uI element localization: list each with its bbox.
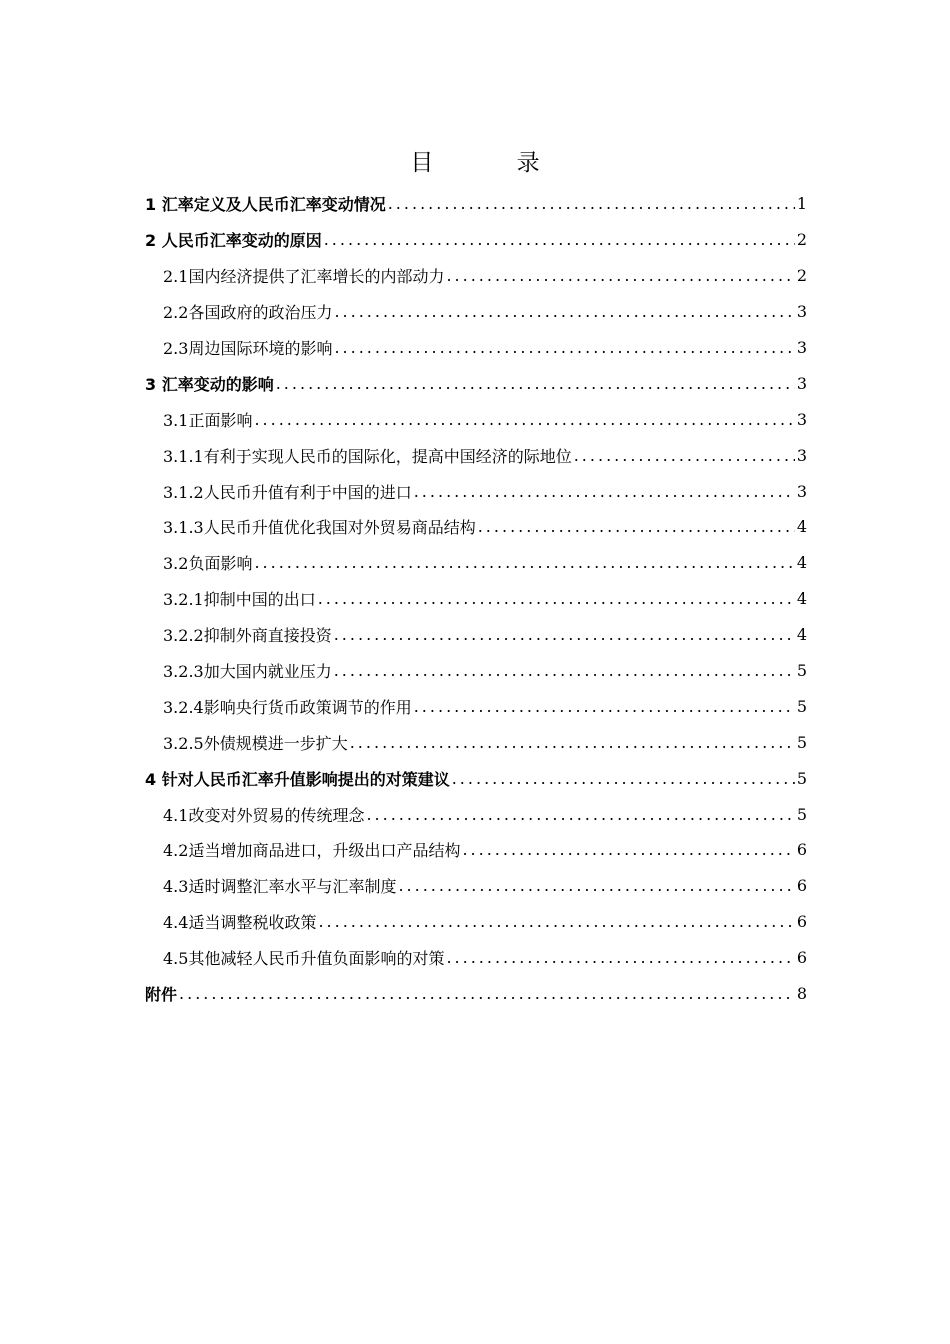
toc-entry-title: 1 汇率定义及人民币汇率变动情况 [145,195,386,215]
toc-entry-page-number: 5 [796,732,807,752]
toc-entry-page-number: 6 [796,948,807,968]
toc-entry-title: 2.3周边国际环境的影响 [163,339,333,358]
toc-dot-leader [324,230,795,249]
toc-dot-leader [254,553,794,572]
toc-entry-title: 3.2.2抑制外商直接投资 [163,626,332,646]
toc-entry[interactable] [145,832,807,868]
toc-entry[interactable] [145,760,807,796]
toc-entry-page-number: 1 [796,194,807,214]
toc-dot-leader [414,482,795,501]
toc-dot-leader [452,769,795,788]
toc-entry-page-number: 3 [796,481,807,501]
toc-dot-leader [334,338,794,357]
toc-entry-page-number: 3 [796,373,807,393]
toc-entry-title: 2 人民币汇率变动的原因 [145,231,322,251]
toc-entry-title: 4.2适当增加商品进口，升级出口产品结构 [163,841,461,861]
toc-dot-leader [318,912,794,931]
toc-entry-title: 3.1正面影响 [163,410,253,430]
toc-entry-page-number: 3 [796,302,807,322]
toc-entry-page-number: 5 [796,804,807,824]
toc-entry-page-number: 3 [796,445,807,465]
toc-dot-leader [478,517,795,536]
toc-entry-page-number: 5 [796,768,807,788]
toc-entry-title: 3.1.1有利于实现人民币的国际化，提高中国经济的际地位 [163,446,572,466]
toc-dot-leader [334,302,794,321]
toc-entry-page-number: 4 [796,625,807,645]
toc-entry-page-number: 4 [796,553,807,573]
toc-entry[interactable] [145,581,807,617]
toc-dot-leader [350,733,795,752]
toc-dot-leader [179,984,795,1003]
toc-title: 目 录 [410,150,578,176]
toc-dot-leader [446,948,794,967]
toc-dot-leader [446,266,794,285]
toc-entry-page-number: 3 [796,409,807,429]
toc-entry-title: 4.1改变对外贸易的传统理念 [163,805,365,825]
toc-entry[interactable] [145,222,807,258]
toc-entry[interactable] [145,473,807,509]
toc-dot-leader [276,374,795,393]
toc-entry-title: 3.2.3加大国内就业压力 [163,662,332,682]
toc-entry[interactable] [145,617,807,653]
toc-entry-page-number: 6 [796,876,807,896]
toc-entry-page-number: 3 [796,338,807,357]
toc-entry-page-number: 5 [796,696,807,716]
toc-entry-title: 4.3适时调整汇率水平与汇率制度 [163,877,397,897]
toc-entry-title: 3.1.2人民币升值有利于中国的进口 [163,482,412,502]
toc-entry-title: 3.2.1抑制中国的出口 [163,590,316,610]
toc-dot-leader [334,661,795,680]
toc-entry-title: 4.5其他减轻人民币升值负面影响的对策 [163,949,445,969]
toc-entry-title: 3.2.4影响央行货币政策调节的作用 [163,697,412,717]
toc-entry[interactable] [145,868,807,904]
toc-entry[interactable] [145,545,807,581]
toc-entry[interactable] [145,904,807,940]
toc-entry-page-number: 6 [796,912,807,932]
toc-entry-page-number: 2 [796,266,807,286]
toc-entry-title: 4.4适当调整税收政策 [163,913,317,933]
toc-entry-page-number: 4 [796,517,807,537]
toc-dot-leader [366,805,794,824]
toc-entry-title: 3.2.5外债规模进一步扩大 [163,733,348,753]
toc-entry-title: 3.2负面影响 [163,554,253,574]
table-of-contents [145,186,807,1011]
toc-entry[interactable] [145,796,807,832]
toc-entry[interactable] [145,437,807,473]
toc-entry-title: 2.1国内经济提供了汇率增长的内部动力 [163,267,445,287]
toc-dot-leader [574,446,795,465]
toc-entry[interactable] [145,258,807,294]
toc-entry-page-number: 8 [796,984,807,1004]
toc-entry-title: 3 汇率变动的影响 [145,374,274,394]
toc-dot-leader [334,625,795,644]
toc-entry[interactable] [145,509,807,545]
toc-entry[interactable] [145,940,807,976]
toc-dot-leader [414,697,795,716]
toc-entry[interactable] [145,330,807,366]
toc-entry[interactable] [145,294,807,330]
toc-dot-leader [254,410,794,429]
toc-entry-page-number: 6 [796,840,807,860]
toc-entry[interactable] [145,401,807,437]
toc-entry-title: 附件 [145,985,178,1005]
toc-entry[interactable] [145,976,807,1012]
toc-entry[interactable] [145,688,807,724]
toc-entry-page-number: 4 [796,589,807,609]
toc-entry[interactable] [145,724,807,760]
toc-entry[interactable] [145,186,807,222]
toc-entry[interactable] [145,365,807,401]
toc-entry-title: 4 针对人民币汇率升值影响提出的对策建议 [145,769,450,789]
toc-entry-title: 3.1.3人民币升值优化我国对外贸易商品结构 [163,518,476,538]
toc-entry-page-number: 5 [796,661,807,681]
toc-dot-leader [398,876,794,895]
toc-dot-leader [388,194,795,213]
toc-entry-title: 2.2各国政府的政治压力 [163,303,333,323]
toc-entry[interactable] [145,653,807,689]
toc-dot-leader [318,589,795,608]
toc-dot-leader [462,840,794,859]
toc-entry-page-number: 2 [796,230,807,250]
